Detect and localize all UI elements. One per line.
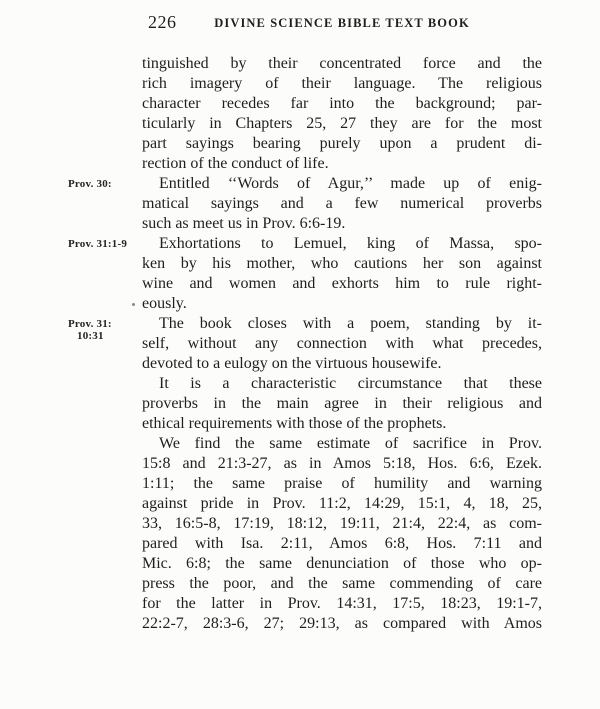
body-line: Exhortations to Lemuel, king of Massa, spo- (159, 235, 542, 252)
margin-note (68, 319, 146, 342)
body-line: 1:11; the same praise of humility and warning (142, 475, 542, 492)
body-line: rich imagery of their language. The religious (142, 75, 542, 92)
body-line: ethical requirements with those of the prophets. (142, 415, 447, 432)
body-line: pared with Isa. 2:11, Amos 6:8, Hos. 7:11 and (142, 535, 542, 552)
page-header (142, 12, 542, 36)
body-line: part sayings bearing purely upon a prudent di- (142, 135, 542, 152)
margin-note (68, 239, 146, 251)
margin-note-line: Prov. 31:1-9 (68, 238, 128, 250)
body-line: proverbs in the main agree in their religious and (142, 395, 542, 412)
body-line: ken by his mother, who cautions her son against (142, 255, 542, 272)
body-line: self, without any connection with what precedes, (142, 335, 542, 352)
body-line: eously. (142, 295, 187, 312)
margin-note (68, 179, 146, 191)
body-line: such as meet us in Prov. 6:6-19. (142, 215, 346, 232)
body-line: matical sayings and a few numerical proverbs (142, 195, 542, 212)
body-line: 15:8 and 21:3-27, as in Amos 5:18, Hos. 6:6, Ezek. (142, 455, 542, 472)
margin-note-line: Prov. 31: (68, 318, 112, 330)
body-line: devoted to a eulogy on the virtuous housewife. (142, 355, 442, 372)
body-line: The book closes with a poem, standing by it- (159, 315, 542, 332)
ink-speck (132, 303, 135, 306)
body-line: Mic. 6:8; the same denunciation of those who op- (142, 555, 542, 572)
body-line: wine and women and exhorts him to rule right- (142, 275, 542, 292)
body-line: ticularly in Chapters 25, 27 they are for the most (142, 115, 542, 132)
body-line: We find the same estimate of sacrifice in Prov. (159, 435, 542, 452)
body-text (68, 54, 542, 634)
body-line: for the latter in Prov. 14:31, 17:5, 18:23, 19:1-7, (142, 595, 542, 612)
body-line: character recedes far into the background; par- (142, 95, 542, 112)
body-line: against pride in Prov. 11:2, 14:29, 15:1, 4, 18, 25, (142, 495, 542, 512)
running-title: DIVINE SCIENCE BIBLE TEXT BOOK (214, 16, 470, 30)
margin-note-line: Prov. 30: (68, 178, 112, 190)
margin-note-line: 10:31 (77, 329, 104, 342)
body-line: It is a characteristic circumstance that these (159, 375, 542, 392)
body-line: tinguished by their concentrated force and the (142, 55, 542, 72)
body-line: Entitled ‘‘Words of Agur,’’ made up of enig- (159, 175, 542, 192)
body-line: rection of the conduct of life. (142, 155, 329, 172)
body-line: 33, 16:5-8, 17:19, 18:12, 19:11, 21:4, 22:4, as com- (142, 515, 542, 532)
body-line: 22:2-7, 28:3-6, 27; 29:13, as compared with Amos (142, 615, 542, 632)
page-number: 226 (148, 12, 177, 32)
body-line: press the poor, and the same commending of care (142, 575, 542, 592)
